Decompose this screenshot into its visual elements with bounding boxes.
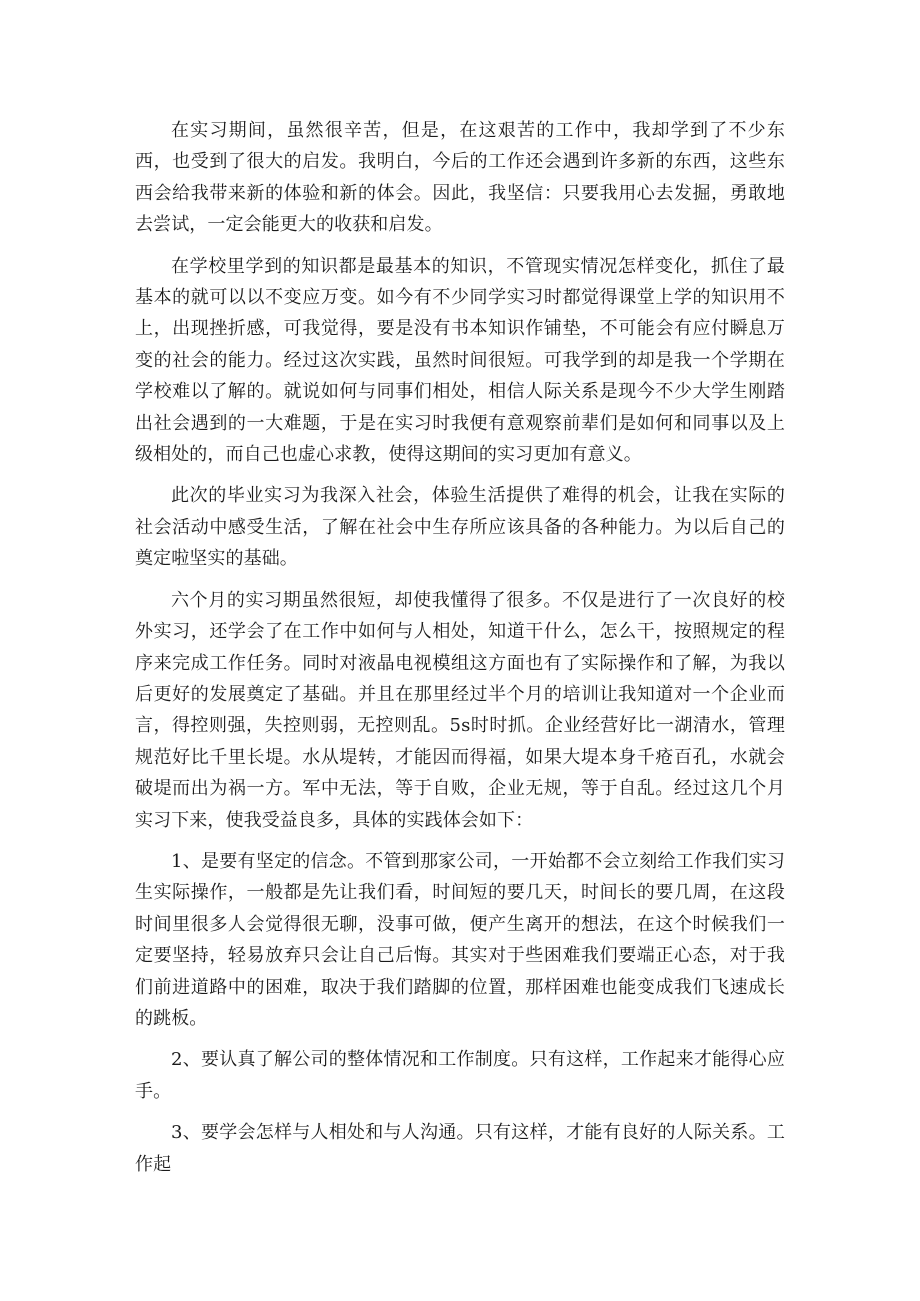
document-body: [135, 115, 785, 1190]
list-item-paragraph: 1、是要有坚定的信念。不管到那家公司，一开始都不会立刻给工作我们实习生实际操作，一般都是先让我们看，时间短的要几天，时间长的要几周，在这段时间里很多人会觉得很无聊，没事可做，便产生离开的想法，在这个时候我们一定要坚持，轻易放弃只会让自己后悔。其实对于些困难我们要端正心态，对于我们前进道路中的困难，取决于我们踏脚的位置，那样困难也能变成我们飞速成长的跳板。: [135, 850, 785, 1029]
paragraph: 六个月的实习期虽然很短，却使我懂得了很多。不仅是进行了一次良好的校外实习，还学会了在工作中如何与人相处，知道干什么，怎么干，按照规定的程序来完成工作任务。同时对液晶电视模组这方面也有了实际操作和了解，为我以后更好的发展奠定了基础。并且在那里经过半个月的培训让我知道对一个企业而言，得控则强，失控则弱，无控则乱。5s时时抓。企业经营好比一湖清水，管理规范好比千里长堤。水从堤转，才能因而得福，如果大堤本身千疮百孔，水就会破堤而出为祸一方。军中无法，等于自败，企业无规，等于自乱。经过这几个月实习下来，使我受益良多，具体的实践体会如下：: [135, 589, 785, 831]
paragraph: 此次的毕业实习为我深入社会，体验生活提供了难得的机会，让我在实际的社会活动中感受生活，了解在社会中生存所应该具备的各种能力。为以后自己的奠定啦坚实的基础。: [135, 485, 785, 570]
paragraph: 在实习期间，虽然很辛苦，但是，在这艰苦的工作中，我却学到了不少东西，也受到了很大的启发。我明白，今后的工作还会遇到许多新的东西，这些东西会给我带来新的体验和新的体会。因此，我坚信：只要我用心去发掘，勇敢地去尝试，一定会能更大的收获和启发。: [135, 120, 785, 236]
list-item-paragraph: 3、要学会怎样与人相处和与人沟通。只有这样，才能有良好的人际关系。工作起: [135, 1122, 785, 1175]
list-item-paragraph: 2、要认真了解公司的整体情况和工作制度。只有这样，工作起来才能得心应手。: [135, 1049, 785, 1102]
paragraph: 在学校里学到的知识都是最基本的知识，不管现实情况怎样变化，抓住了最基本的就可以以不变应万变。如今有不少同学实习时都觉得课堂上学的知识用不上，出现挫折感，可我觉得，要是没有书本知识作铺垫，不可能会有应付瞬息万变的社会的能力。经过这次实践，虽然时间很短。可我学到的却是我一个学期在学校难以了解的。就说如何与同事们相处，相信人际关系是现今不少大学生刚踏出社会遇到的一大难题，于是在实习时我便有意观察前辈们是如何和同事以及上级相处的，而自己也虚心求教，使得这期间的实习更加有意义。: [135, 255, 785, 466]
